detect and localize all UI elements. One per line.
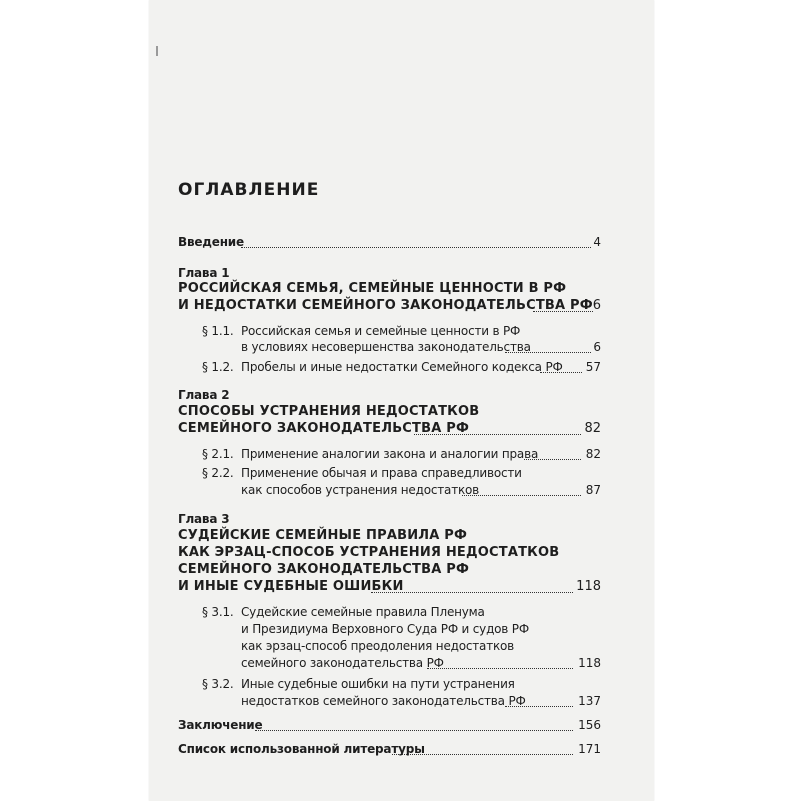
page-number: 171 bbox=[578, 742, 601, 756]
section-number: § 1.2. bbox=[202, 360, 234, 374]
page-number: 4 bbox=[593, 235, 601, 249]
toc-title: ОГЛАВЛЕНИЕ bbox=[178, 180, 320, 200]
page-number: 137 bbox=[578, 694, 601, 708]
chapter-title-line: СЕМЕЙНОГО ЗАКОНОДАТЕЛЬСТВА РФ bbox=[178, 562, 470, 577]
toc-entry-conclusion: Заключение bbox=[178, 718, 263, 732]
leader-dots bbox=[241, 247, 591, 248]
toc-entry-bibliography: Список использованной литературы bbox=[178, 742, 425, 756]
book-page bbox=[149, 0, 654, 801]
chapter-label: Глава 3 bbox=[178, 512, 230, 526]
section-title-line: в условиях несовершенства законодательства bbox=[241, 340, 531, 354]
leader-dots bbox=[371, 592, 573, 593]
page-number: 87 bbox=[585, 483, 601, 497]
leader-dots bbox=[540, 372, 582, 373]
leader-dots bbox=[524, 459, 581, 460]
page-number: 156 bbox=[578, 718, 601, 732]
page-number: 6 bbox=[592, 298, 601, 313]
page-number: 118 bbox=[576, 579, 601, 594]
section-title-line: Судейские семейные правила Пленума bbox=[241, 605, 485, 619]
section-title-line: семейного законодательства РФ bbox=[241, 656, 444, 670]
leader-dots bbox=[255, 730, 573, 731]
page-number: 118 bbox=[578, 656, 601, 670]
leader-dots bbox=[427, 668, 573, 669]
page-number: 82 bbox=[585, 447, 601, 461]
chapter-title-line: СУДЕЙСКИЕ СЕМЕЙНЫЕ ПРАВИЛА РФ bbox=[178, 528, 468, 543]
section-title-line: Применение аналогии закона и аналогии права bbox=[241, 447, 539, 461]
leader-dots bbox=[462, 495, 581, 496]
chapter-title-line: И ИНЫЕ СУДЕБНЫЕ ОШИБКИ bbox=[178, 579, 404, 594]
leader-dots bbox=[392, 754, 573, 755]
section-title-line: Иные судебные ошибки на пути устранения bbox=[241, 677, 515, 691]
section-number: § 3.2. bbox=[202, 677, 234, 691]
chapter-title-line: СПОСОБЫ УСТРАНЕНИЯ НЕДОСТАТКОВ bbox=[178, 404, 480, 419]
page-number: 6 bbox=[593, 340, 601, 354]
chapter-title-line: СЕМЕЙНОГО ЗАКОНОДАТЕЛЬСТВА РФ bbox=[178, 421, 470, 436]
section-title-line: как способов устранения недостатков bbox=[241, 483, 480, 497]
section-title-line: как эрзац-способ преодоления недостатков bbox=[241, 639, 515, 653]
leader-dots bbox=[505, 706, 573, 707]
section-number: § 1.1. bbox=[202, 324, 234, 338]
section-number: § 2.1. bbox=[202, 447, 234, 461]
section-title-line: Применение обычая и права справедливости bbox=[241, 466, 522, 480]
section-title-line: и Президиума Верховного Суда РФ и судов РФ bbox=[241, 622, 529, 636]
chapter-title-line: РОССИЙСКАЯ СЕМЬЯ, СЕМЕЙНЫЕ ЦЕННОСТИ В РФ bbox=[178, 281, 567, 296]
toc-entry-intro: Введение bbox=[178, 235, 244, 249]
chapter-title-line: И НЕДОСТАТКИ СЕМЕЙНОГО ЗАКОНОДАТЕЛЬСТВА РФ bbox=[178, 298, 593, 313]
chapter-title-line: КАК ЭРЗАЦ-СПОСОБ УСТРАНЕНИЯ НЕДОСТАТКОВ bbox=[178, 545, 560, 560]
section-title-line: Пробелы и иные недостатки Семейного кодекса РФ bbox=[241, 360, 563, 374]
page-edge-mark bbox=[156, 46, 158, 56]
leader-dots bbox=[414, 434, 581, 435]
chapter-label: Глава 1 bbox=[178, 266, 230, 280]
section-number: § 2.2. bbox=[202, 466, 234, 480]
page-number: 57 bbox=[585, 360, 601, 374]
section-title-line: Российская семья и семейные ценности в РФ bbox=[241, 324, 521, 338]
chapter-label: Глава 2 bbox=[178, 388, 230, 402]
section-number: § 3.1. bbox=[202, 605, 234, 619]
page-number: 82 bbox=[584, 421, 601, 436]
section-title-line: недостатков семейного законодательства РФ bbox=[241, 694, 526, 708]
